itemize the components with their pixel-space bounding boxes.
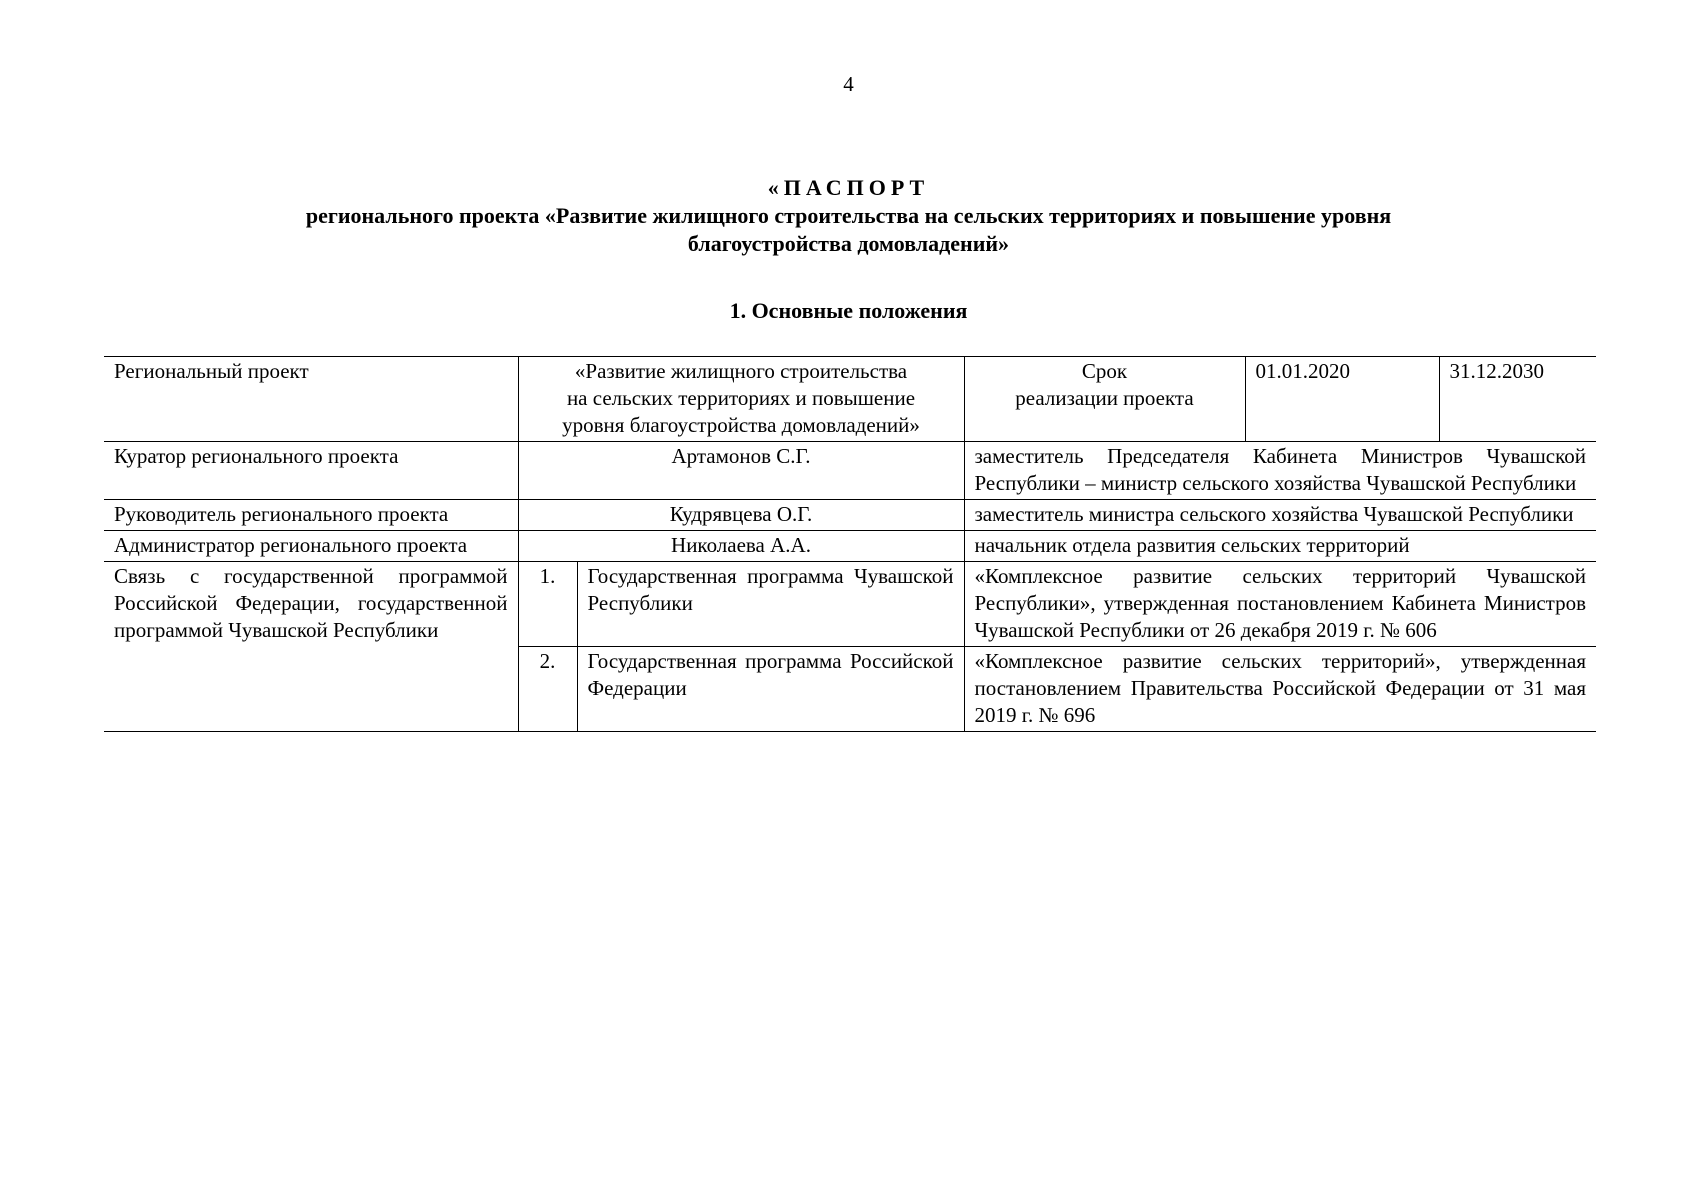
project-name <box>518 357 964 442</box>
curator-position: заместитель Председателя Кабинета Министров Чувашской Республики – министр сельского хозяйства Чувашской Республики <box>964 442 1596 500</box>
table-row-administrator <box>104 531 1596 562</box>
head-position: заместитель министра сельского хозяйства Чувашской Республики <box>964 500 1596 531</box>
administrator-person: Николаева А.А. <box>518 531 964 562</box>
section-heading: 1. Основные положения <box>729 298 968 323</box>
program-number: 2. <box>518 647 577 732</box>
program-number: 1. <box>518 562 577 647</box>
title-passport: «ПАСПОРТ <box>767 175 930 200</box>
administrator-position: начальник отдела развития сельских территорий <box>964 531 1596 562</box>
title-subtitle-line2: благоустройства домовладений» <box>687 231 1010 256</box>
program-description: «Комплексное развитие сельских территорий Чувашской Республики», утвержденная постановлением Кабинета Министров Чувашской Республики от 26 декабря 2019 г. № 606 <box>964 562 1596 647</box>
project-term-label <box>964 357 1245 442</box>
curator-label: Куратор регионального проекта <box>104 442 518 500</box>
table-row-program-1 <box>104 562 1596 647</box>
table-row-curator <box>104 442 1596 500</box>
project-label: Региональный проект <box>104 357 518 442</box>
term-label-line: Срок <box>1081 359 1128 383</box>
project-start-date: 01.01.2020 <box>1245 357 1439 442</box>
program-name: Государственная программа Чувашской Республики <box>577 562 964 647</box>
curator-person: Артамонов С.Г. <box>518 442 964 500</box>
page-number: 4 <box>843 72 854 96</box>
head-label: Руководитель регионального проекта <box>104 500 518 531</box>
project-name-line: «Развитие жилищного строительства <box>574 359 908 383</box>
project-name-line: уровня благоустройства домовладений» <box>562 413 920 437</box>
title-subtitle-line1: регионального проекта «Развитие жилищного строительства на сельских территориях и повышение уровня <box>305 203 1392 228</box>
table-row-project <box>104 357 1596 442</box>
programs-label: Связь с государственной программой Российской Федерации, государственной программой Чувашской Республики <box>104 562 518 732</box>
administrator-label: Администратор регионального проекта <box>104 531 518 562</box>
project-end-date: 31.12.2030 <box>1439 357 1596 442</box>
program-description: «Комплексное развитие сельских территорий», утвержденная постановлением Правительства Российской Федерации от 31 мая 2019 г. № 696 <box>964 647 1596 732</box>
project-name-line: на сельских территориях и повышение <box>566 386 916 410</box>
term-label-line: реализации проекта <box>1015 386 1194 410</box>
table-row-head <box>104 500 1596 531</box>
head-person: Кудрявцева О.Г. <box>518 500 964 531</box>
program-name: Государственная программа Российской Федерации <box>577 647 964 732</box>
document-title <box>0 174 1697 258</box>
passport-table <box>104 356 1596 732</box>
